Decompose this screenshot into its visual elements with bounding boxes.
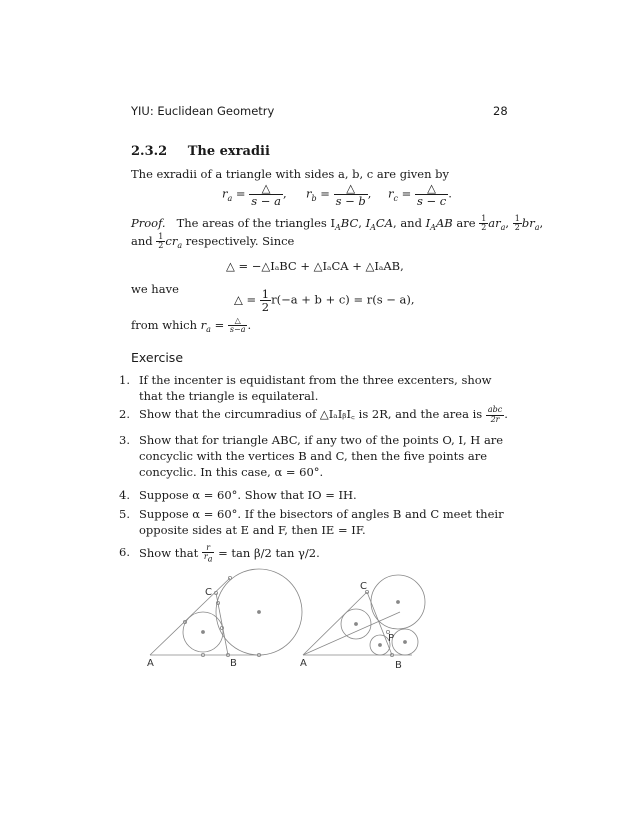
exercise-heading: Exercise <box>131 350 184 365</box>
proof-line-2: and $\frac{1}{2}$ $cr_a$ respectively. Since <box>131 232 295 251</box>
left-label-a: A <box>147 658 154 669</box>
exradius-formula-c: $r_c$ = $\frac{\triangle}{s - c}$ . <box>388 181 452 209</box>
running-header: YIU: Euclidean Geometry <box>131 104 275 118</box>
proof-line-1: Proof. The areas of the triangles $I_ABC$, $I_ACA$, and $I_AAB$ are $\frac{1}{2}$ $ar_a$, $\frac{1}{2}$ $br_a$, <box>131 214 544 233</box>
right-side-ap <box>303 612 400 655</box>
figure-left <box>150 569 302 657</box>
exradius-formula-a: $r_a$ = $\frac{\triangle}{s - a}$ , <box>222 181 287 209</box>
area-equation: △ = −△IₐBC + △IₐCA + △IₐAB, <box>226 259 404 273</box>
we-have-text: we have <box>131 282 179 296</box>
right-label-p: P <box>388 633 395 644</box>
right-label-c: C <box>360 581 367 592</box>
page-number: 28 <box>493 104 508 118</box>
exradius-derivation: △ = $\frac{1}{2}$ r(−a + b + c) = r(s − a), <box>234 287 415 315</box>
from-which-line: from which $r_a$ = $\frac{\triangle}{s-a}$ . <box>131 316 252 335</box>
right-label-b: B <box>395 660 402 671</box>
exercise-item-4: 4. Suppose α = 60°. Show that IO = IH. <box>119 488 357 502</box>
exercise-item-5: 5. Suppose α = 60°. If the bisectors of angles B and C meet their opposite sides at E and F, then IE = IF. <box>119 507 504 537</box>
left-label-c: C <box>205 587 212 598</box>
section-title: The exradii <box>187 144 270 159</box>
right-label-a: A <box>300 658 307 669</box>
exercise-item-6: 6. Show that $\frac{r}{r_a}$ = tan β/2 tan γ/2. <box>119 543 320 564</box>
left-label-b: B <box>230 658 237 669</box>
intro-text: The exradii of a triangle with sides a, b, c are given by <box>131 167 449 181</box>
exradius-formula-b: $r_b$ = $\frac{\triangle}{s - b}$ , <box>306 181 372 209</box>
section-number: 2.3.2 <box>131 144 168 159</box>
exercise-item-1: 1. If the incenter is equidistant from the three excenters, show that the triangle is equilateral. <box>119 373 492 403</box>
exercise-item-3: 3. Show that for triangle ABC, if any two of the points O, I, H are concyclic with the vertices B and C, then the five points are concyclic. In this case, α = 60°. <box>119 433 504 479</box>
exercise-item-2: 2. Show that the circumradius of △IₐIᵦI꜀ is 2R, and the area is $\frac{\text{abc}}{2r}$ . <box>119 405 508 424</box>
